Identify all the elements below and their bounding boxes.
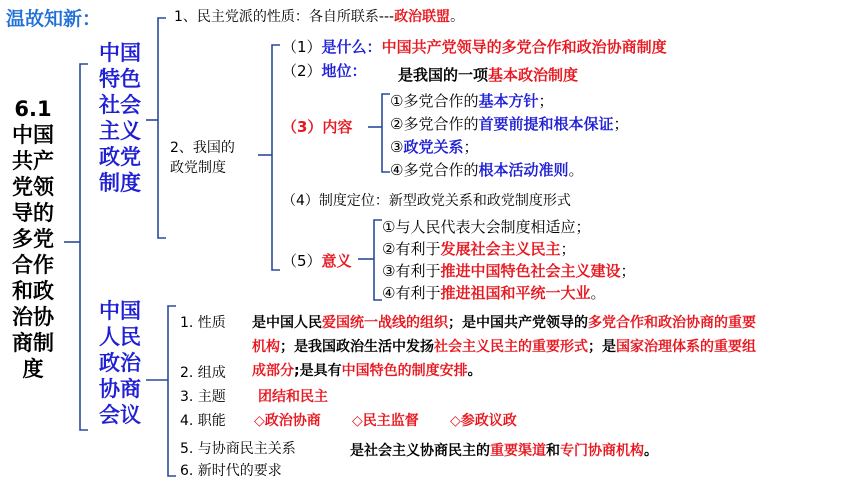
q3-content-label: （3）内容 — [282, 118, 353, 136]
q2-status: （2）地位： — [282, 62, 367, 80]
meaning-item: ②有利于发展社会主义民主； — [382, 240, 576, 258]
meaning-item: ④有利于推进祖国和平统一大业。 — [382, 284, 606, 302]
cppcc-era-label: 6. 新时代的要求 — [180, 463, 282, 479]
cppcc-function-1: ◇政治协商 — [254, 413, 321, 429]
content-item: ④多党合作的根本活动准则。 — [390, 161, 584, 179]
meaning-item: ①与人民代表大会制度相适应； — [382, 218, 591, 236]
cppcc-function-2: ◇民主监督 — [352, 413, 419, 429]
heading: 温故知新： — [6, 8, 102, 30]
cppcc-nature-line2: 机构；是我国政治生活中发扬社会主义民主的重要形式；是国家治理体系的重要组 — [252, 339, 756, 355]
q4-positioning: （4）制度定位：新型政党关系和政党制度形式 — [282, 193, 571, 209]
cppcc-relation: 是社会主义协商民主的重要渠道和专门协商机构。 — [350, 443, 658, 459]
content-list — [390, 90, 628, 182]
cppcc-nature-label: 1. 性质 — [180, 315, 226, 331]
q1-what: （1）是什么：中国共产党领导的多党合作和政治协商制度 — [282, 38, 667, 56]
item-party-system-label: 2、我国的 政党制度 — [170, 140, 235, 176]
cppcc-function-3: ◇参政议政 — [450, 413, 517, 429]
meaning-item: ③有利于推进中国特色社会主义建设； — [382, 262, 636, 280]
cppcc-theme: 团结和民主 — [258, 389, 328, 405]
cppcc-compose-label: 2. 组成 — [180, 365, 226, 381]
content-item: ③政党关系； — [390, 138, 479, 156]
cppcc-theme-label: 3. 主题 — [180, 389, 226, 405]
content-item: ②多党合作的首要前提和根本保证； — [390, 115, 629, 133]
content-item: ①多党合作的基本方针； — [390, 92, 554, 110]
cppcc-function-label: 4. 职能 — [180, 413, 226, 429]
cppcc-nature-line1: 是中国人民爱国统一战线的组织；是中国共产党领导的多党合作和政治协商的重要 — [252, 315, 756, 331]
q5-significance-label: （5）意义 — [282, 252, 352, 270]
q2-status-text: 是我国的一项基本政治制度 — [398, 66, 579, 84]
cppcc-nature-line3: 成部分;是具有中国特色的制度安排。 — [252, 363, 482, 379]
chapter-title: 6.1 中国 共产 党领 导的 多党 合作 和政 治协 商制 度 — [12, 97, 54, 381]
item-democratic-parties-nature: 1、民主党派的性质：各自所联系---政治联盟。 — [174, 9, 465, 25]
branch-party-system: 中国 特色 社会 主义 政党 制度 — [99, 41, 141, 195]
branch-cppcc: 中国 人民 政治 协商 会议 — [99, 299, 141, 427]
cppcc-relation-label: 5. 与协商民主关系 — [180, 441, 296, 457]
meaning-list — [382, 216, 635, 304]
